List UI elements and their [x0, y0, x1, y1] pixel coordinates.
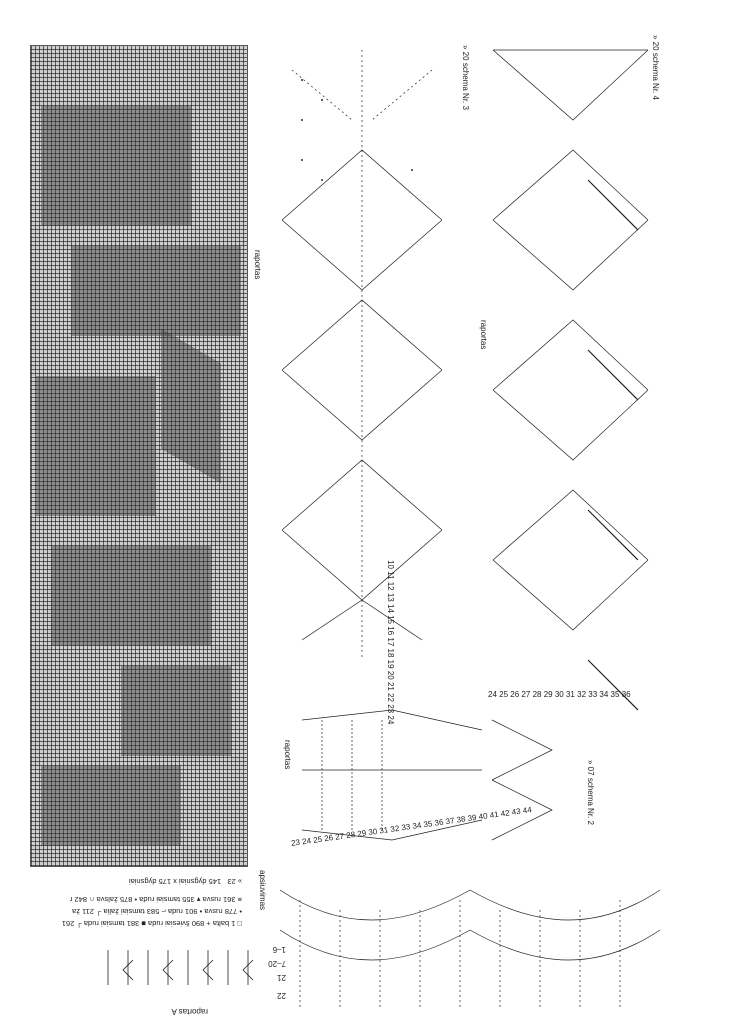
cross-stitch-chart	[30, 45, 248, 867]
schema2-raportas: raportas	[283, 740, 292, 770]
apsiuvimas-label: apsiuvimas	[258, 870, 267, 911]
schema3-raportas: raportas	[253, 250, 262, 280]
raportas-a-row-1-6: 1–6	[272, 945, 286, 954]
grid-caption: » 23 145 dygsniai x 175 dygsniai	[128, 877, 242, 886]
raportas-a-row-21: 21	[277, 973, 286, 982]
legend	[30, 865, 246, 930]
raportas-a	[88, 940, 288, 1020]
schema4-diagram	[488, 40, 658, 740]
schema2-title: » 07 schema Nr. 2	[586, 760, 595, 825]
schema2-numbers: 23 24 25 26 27 28 29 30 31 32 33 34 35 36 37 38 39 40 41 42 43 44	[290, 805, 533, 848]
legend-row-1: □ 1 balta + 890 šviesiai ruda ■ 381 tamsiai ruda ┘ 261	[61, 919, 242, 928]
raportas-a-row-7-20: 7–20	[268, 959, 286, 968]
schema4-title: » 20 schema Nr. 4	[651, 35, 660, 100]
schema4-numbers: 24 25 26 27 28 29 30 31 32 33 34 35 36	[488, 690, 631, 699]
schema3-title: » 20 schema Nr. 3	[461, 45, 470, 110]
schema4-raportas: raportas	[479, 320, 488, 350]
raportas-a-ratio: 22	[277, 991, 286, 1000]
legend-row-2: • 778 rusva ▪ 901 ruda ⌐ 583 tamsiai žalia ┘ 211 ža	[72, 907, 242, 916]
legend-row-3: ≡ 361 rusva ▾ 355 tamsiai ruda • 875 žalsva ∩ 842 r	[69, 895, 242, 904]
schema3-numbers: 10 11 12 13 14 15 16 17 18 19 20 21 22 23 24	[386, 560, 395, 725]
raportas-a-title: raportas A	[171, 1007, 208, 1016]
edging-diagram	[280, 870, 720, 1015]
raportas-a-symbols	[98, 945, 258, 990]
